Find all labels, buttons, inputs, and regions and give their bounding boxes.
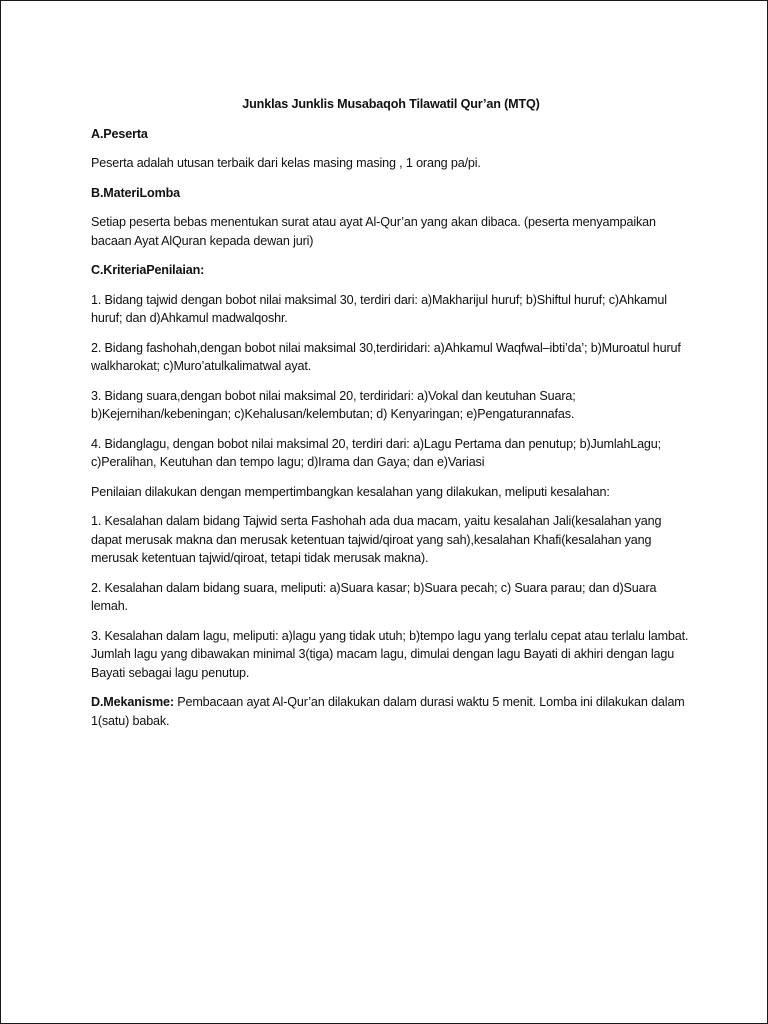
section-d-heading: D.Mekanisme: <box>91 695 174 709</box>
criteria-item: 4. Bidanglagu, dengan bobot nilai maksimal 20, terdiri dari: a)Lagu Pertama dan penutup; b)JumlahLagu; c)Peralihan, Keutuhan dan tempo lagu; d)Irama dan Gaya; dan e)Variasi <box>91 436 661 469</box>
section-b-heading: B.MateriLomba <box>91 185 181 200</box>
error-item: 3. Kesalahan dalam lagu, meliputi: a)lagu yang tidak utuh; b)tempo lagu yang terlalu cepat atau terlalu lambat. Jumlah lagu yang dibawakan minimal 3(tiga) macam lagu, dimulai dengan lagu Bayati di akhiri dengan lagu Bayati sebagai lagu penutup. <box>91 628 689 680</box>
assessment-intro: Penilaian dilakukan dengan mempertimbangkan kesalahan yang dilakukan, meliputi kesalahan: <box>91 484 610 499</box>
section-b-text: Setiap peserta bebas menentukan surat atau ayat Al-Qur’an yang akan dibaca. (peserta menyampaikan bacaan Ayat AlQuran kepada dewan juri) <box>91 215 656 248</box>
section-c-heading: C.KriteriaPenilaian: <box>91 263 205 277</box>
section-a-text: Peserta adalah utusan terbaik dari kelas masing masing , 1 orang pa/pi. <box>91 156 481 170</box>
section-d-text: Pembacaan ayat Al-Qur’an dilakukan dalam durasi waktu 5 menit. Lomba ini dilakukan dalam 1(satu) babak. <box>91 695 685 728</box>
section-a-heading: A.Peserta <box>91 126 148 141</box>
section-d-paragraph <box>91 693 691 730</box>
criteria-item: 3. Bidang suara,dengan bobot nilai maksimal 20, terdiridari: a)Vokal dan keutuhan Suara; b)Kejernihan/kebeningan; c)Kehalusan/kelembutan; d) Kenyaringan; e)Pengaturannafas. <box>91 388 576 421</box>
criteria-item: 2. Bidang fashohah,dengan bobot nilai maksimal 30,terdiridari: a)Ahkamul Waqfwal–ibti’da’; b)Muroatul huruf walkharokat; c)Muro’atulkalimatwal ayat. <box>91 340 681 373</box>
error-item: 1. Kesalahan dalam bidang Tajwid serta Fashohah ada dua macam, yaitu kesalahan Jali(kesalahan yang dapat merusak makna dan merusak ketentuan tajwid/qiroat yang sah),kesalahan Khafi(kesalahan yang merusak ketentuan tajwid/qiroat, tetapi tidak merusak makna). <box>91 514 662 565</box>
document-body <box>91 95 691 741</box>
error-item: 2. Kesalahan dalam bidang suara, meliputi: a)Suara kasar; b)Suara pecah; c) Suara parau; dan d)Suara lemah. <box>91 580 657 613</box>
document-title: Junklas Junklis Musabaqoh Tilawatil Qur’an (MTQ) <box>242 97 540 111</box>
criteria-item: 1. Bidang tajwid dengan bobot nilai maksimal 30, terdiri dari: a)Makharijul huruf; b)Shiftul huruf; c)Ahkamul huruf; dan d)Ahkamul madwalqoshr. <box>91 292 667 325</box>
